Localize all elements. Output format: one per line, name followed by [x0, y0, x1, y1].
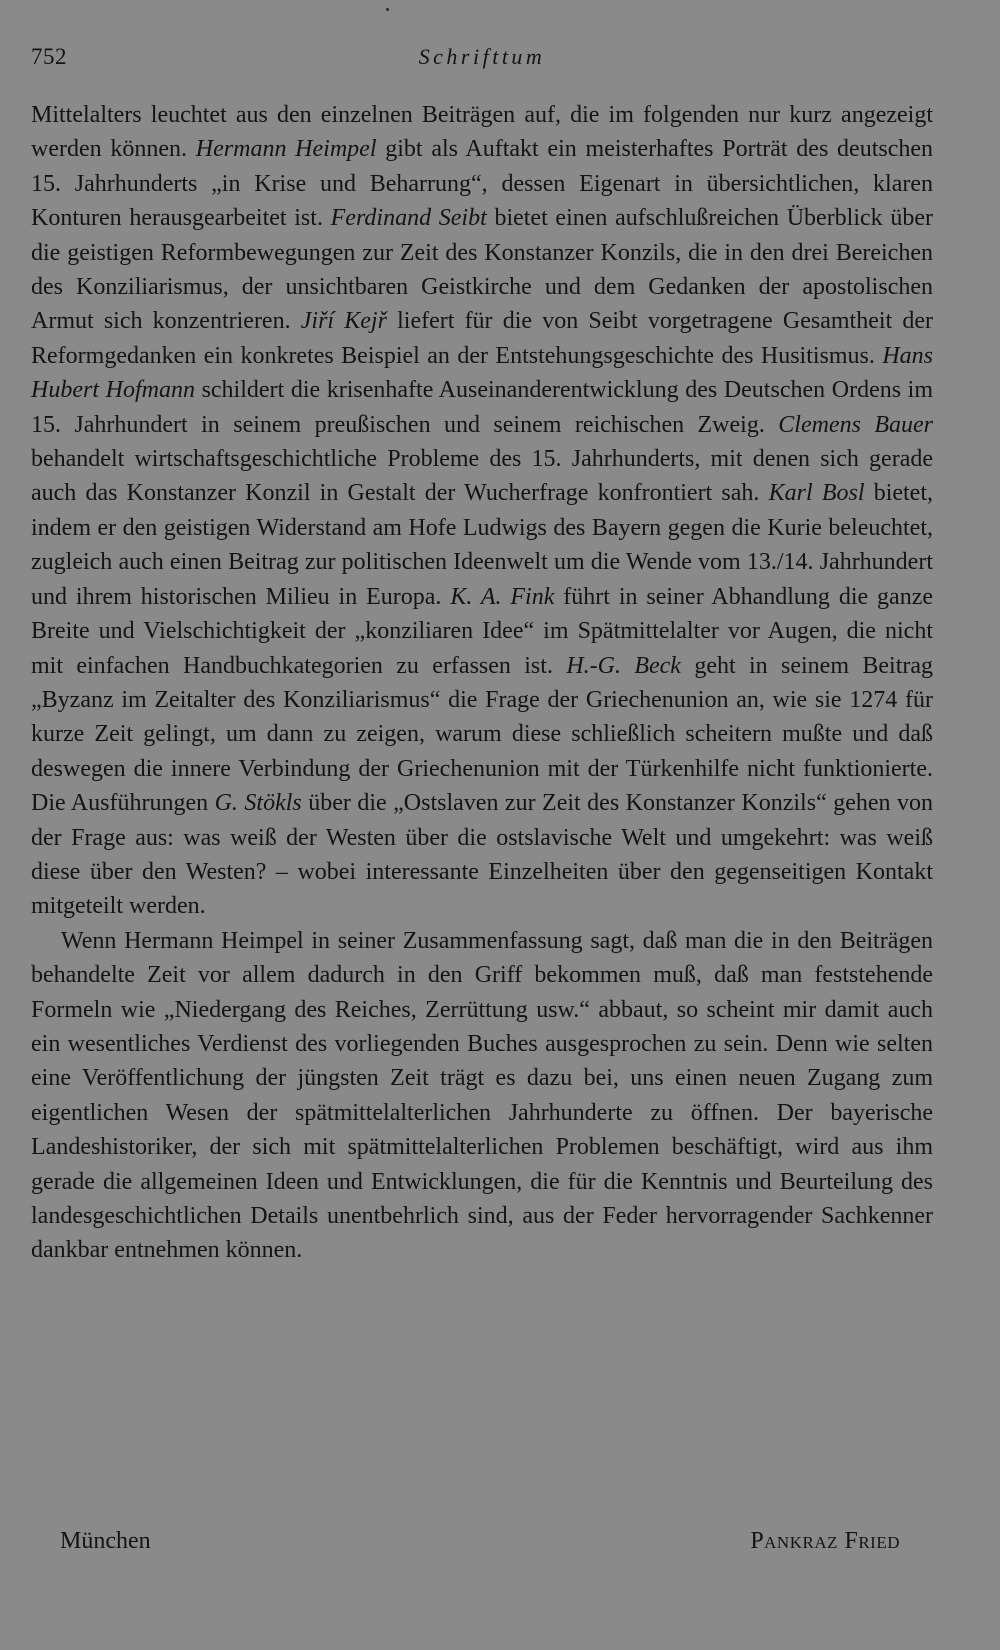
running-title: Schrifttum [418, 44, 546, 69]
signature-place: München [60, 1528, 151, 1554]
text-run: bietet einen aufschlußreichen Überblick über die geistigen Reformbewegungen zur Zeit des Konstanzer Konzils, die in den drei Bereichen des Konziliarismus, der unsichtbaren Geistkirche und dem Gedanken der apostolischen Armut sich konzentrieren. [31, 205, 934, 335]
text-run: bietet, indem er den geistigen Widerstand am Hofe Ludwigs des Bayern gegen die Kurie beleuchtet, zugleich auch einen Beitrag zur politischen Ideenwelt um die Wende vom 13./14. Jahrhundert und ihrem historischen Milieu in Europa. [31, 480, 934, 610]
author-name: Clemens Bauer [778, 411, 933, 438]
author-name: H.-G. Beck [566, 652, 681, 679]
signature-block [60, 1528, 900, 1562]
author-name: K. A. Fink [450, 583, 555, 610]
text-run: Mittelalters leuchtet aus den einzelnen Beiträgen auf, die im folgenden nur kurz angezeigt werden können. [31, 102, 933, 163]
paragraph [31, 98, 933, 924]
page-header [31, 44, 933, 78]
author-name: Karl Bosl [768, 480, 865, 507]
paragraph [31, 924, 933, 1268]
author-name: G. Stökls [214, 790, 302, 817]
text-run: geht in seinem Beitrag „Byzanz im Zeitalter des Konziliarismus“ die Frage der Griechenunion an, wie sie 1274 für kurze Zeit gelingt, um dann zu zeigen, warum diese schließlich scheitern mußte und daß deswegen die innere Verbindung der Griechenunion mit der Türkenhilfe nicht funktionierte. Die Ausführungen [31, 652, 933, 817]
author-name: Ferdinand Seibt [330, 205, 487, 232]
author-name: Hermann Heimpel [195, 136, 377, 163]
author-name: Jiří Kejř [300, 308, 387, 335]
article-body [31, 98, 933, 1268]
text-run: Wenn Hermann Heimpel in seiner Zusammenfassung sagt, daß man die in den Beiträgen behandelte Zeit vor allem dadurch in den Griff bekommen muß, daß man feststehende Formeln wie „Niedergang des Reiches, Zerrüttung usw.“ abbaut, so scheint mir damit auch ein wesentliches Verdienst des vorliegenden Buches ausgesprochen zu sein. Denn wie selten eine Veröffentlichung der jüngsten Zeit trägt es dazu bei, uns einen neuen Zugang zum eigentlichen Wesen der spätmittelalterlichen Jahrhunderte zu öffnen. Der bayerische Landeshistoriker, der sich mit spätmittelalterlichen Problemen beschäftigt, wird aus ihm gerade die allgemeinen Ideen und Entwicklungen, die für die Kenntnis und Beurteilung des landesgeschichtlichen Details unentbehrlich sind, aus der Feder hervorragender Sachkenner dankbar entnehmen können. [31, 927, 933, 1264]
text-run: über die „Ostslaven zur Zeit des Konstanzer Konzils“ gehen von der Frage aus: was weiß der Westen über die ostslavische Welt und umgekehrt: was weiß diese über den Westen? – wobei interessante Einzelheiten über den gegenseitigen Kontakt mitgeteilt werden. [31, 790, 933, 920]
text-run: liefert für die von Seibt vorgetragene Gesamtheit der Reformgedanken ein konkretes Beispiel an der Entstehungsgeschichte des Husitismus. [31, 308, 933, 369]
text-run: führt in seiner Abhandlung die ganze Breite und Vielschichtigkeit der „konziliaren Idee“ im Spätmittelalter vor Augen, die nicht mit einfachen Handbuchkategorien zu erfassen ist. [31, 583, 934, 679]
text-run: gibt als Auftakt ein meisterhaftes Porträt des deutschen 15. Jahrhunderts „in Krise und Beharrung“, dessen Eigenart in übersichtlichen, klaren Konturen herausgearbeitet ist. [31, 136, 934, 232]
text-run: behandelt wirtschaftsgeschichtliche Probleme des 15. Jahrhunderts, mit denen sich gerade auch das Konstanzer Konzil in Gestalt der Wucherfrage konfrontiert sah. [31, 446, 933, 507]
signature-author: Pankraz Fried [750, 1528, 900, 1554]
text-run: schildert die krisenhafte Auseinanderentwicklung des Deutschen Ordens im 15. Jahrhundert in seinem preußischen und seinem reichischen Zweig. [31, 377, 934, 438]
author-name: Hans Hubert Hofmann [31, 342, 933, 404]
scan-speck [386, 8, 389, 11]
page-number: 752 [31, 44, 67, 69]
